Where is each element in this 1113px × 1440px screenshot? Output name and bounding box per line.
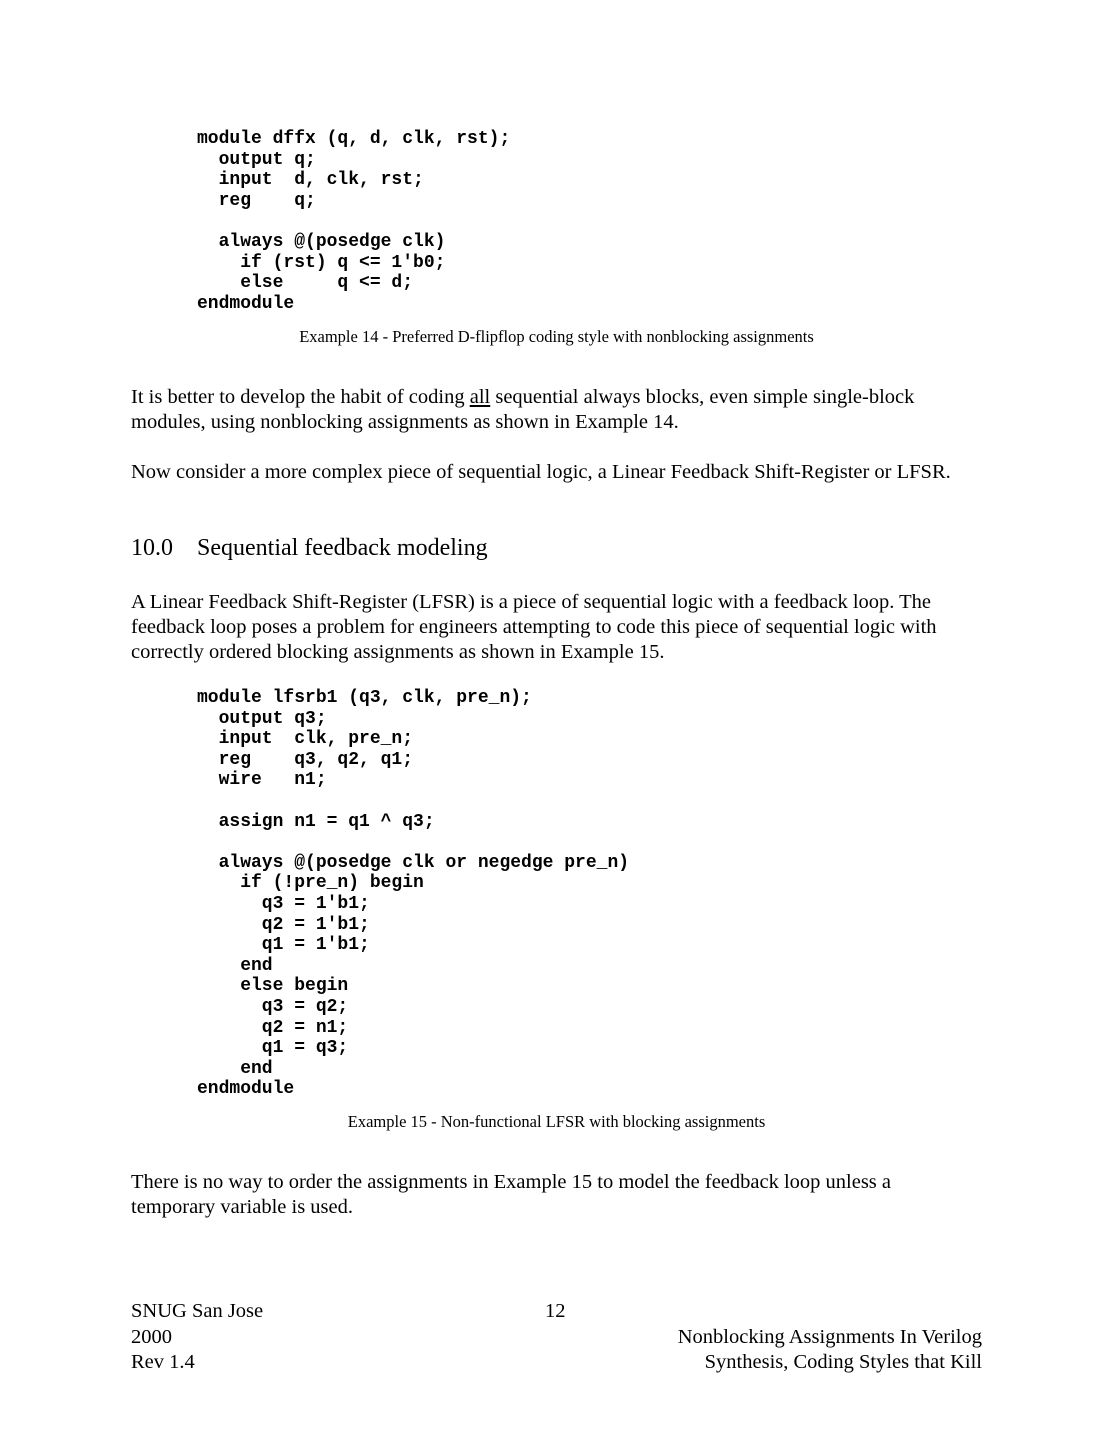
code-line: q2 = n1;	[197, 1017, 349, 1038]
code-line	[197, 832, 629, 853]
code-line: if (rst) q <= 1'b0;	[197, 252, 446, 273]
code-line: always @(posedge clk or negedge pre_n)	[197, 852, 630, 873]
code-line	[197, 791, 629, 812]
code-line: q1 = q3;	[197, 1038, 349, 1059]
code-example-14	[197, 129, 510, 314]
caption-example-15: Example 15 - Non-functional LFSR with blocking assignments	[347, 1112, 766, 1131]
para1-emphasis: all	[469, 386, 491, 408]
footer-right	[678, 1325, 982, 1376]
code-line: wire n1;	[197, 770, 327, 791]
code-line	[197, 211, 510, 232]
code-line: always @(posedge clk)	[197, 231, 446, 252]
code-line: else begin	[197, 976, 349, 997]
footer-left	[131, 1299, 263, 1376]
code-line: module dffx (q, d, clk, rst);	[197, 129, 511, 149]
code-line: q1 = 1'b1;	[197, 935, 370, 956]
code-line: output q;	[197, 149, 316, 170]
code-line: input clk, pre_n;	[197, 729, 414, 750]
footer-conference: SNUG San Jose	[131, 1300, 264, 1322]
footer-year: 2000	[131, 1325, 172, 1348]
code-line: assign n1 = q1 ^ q3;	[197, 811, 435, 832]
paragraph-1	[131, 385, 991, 435]
paragraph-4: There is no way to order the assignments in Example 15 to model the feedback loop unless a temporary variable is used.	[131, 1171, 892, 1218]
code-line: q3 = q2;	[197, 996, 349, 1017]
section-heading	[131, 535, 488, 562]
code-line: endmodule	[197, 1079, 295, 1100]
footer-revision: Rev 1.4	[131, 1351, 195, 1373]
page-number: 12	[545, 1300, 566, 1322]
code-line: module lfsrb1 (q3, clk, pre_n);	[197, 688, 532, 708]
section-title: Sequential feedback modeling	[197, 535, 488, 561]
code-line: input d, clk, rst;	[197, 170, 424, 191]
code-line: if (!pre_n) begin	[197, 873, 424, 894]
code-line: end	[197, 955, 273, 976]
section-number: 10.0	[131, 535, 173, 561]
code-line: q2 = 1'b1;	[197, 914, 370, 935]
code-line: reg q3, q2, q1;	[197, 749, 414, 770]
code-line: q3 = 1'b1;	[197, 893, 370, 914]
code-line: endmodule	[197, 293, 295, 314]
caption-example-14: Example 14 - Preferred D-flipflop coding style with nonblocking assignments	[299, 327, 814, 346]
code-example-15	[197, 688, 629, 1100]
code-line: reg q;	[197, 190, 316, 211]
footer-title-line-2: Synthesis, Coding Styles that Kill	[704, 1351, 982, 1373]
para1-text-end: sequential always blocks, even simple single-block modules, using nonblocking assignments as shown in Example 14.	[131, 386, 915, 433]
code-line: else q <= d;	[197, 273, 414, 294]
code-line: output q3;	[197, 708, 327, 729]
footer-title-line-1: Nonblocking Assignments In Verilog	[677, 1325, 982, 1348]
code-line: end	[197, 1058, 273, 1079]
paragraph-2: Now consider a more complex piece of sequential logic, a Linear Feedback Shift-Register or LFSR.	[131, 461, 951, 483]
para1-text: It is better to develop the habit of coding	[131, 386, 470, 408]
paragraph-3: A Linear Feedback Shift-Register (LFSR) is a piece of sequential logic with a feedback loop. The feedback loop poses a problem for engineers attempting to code this piece of sequential logic with correctly ordered blocking assignments as shown in Example 15.	[131, 591, 937, 663]
